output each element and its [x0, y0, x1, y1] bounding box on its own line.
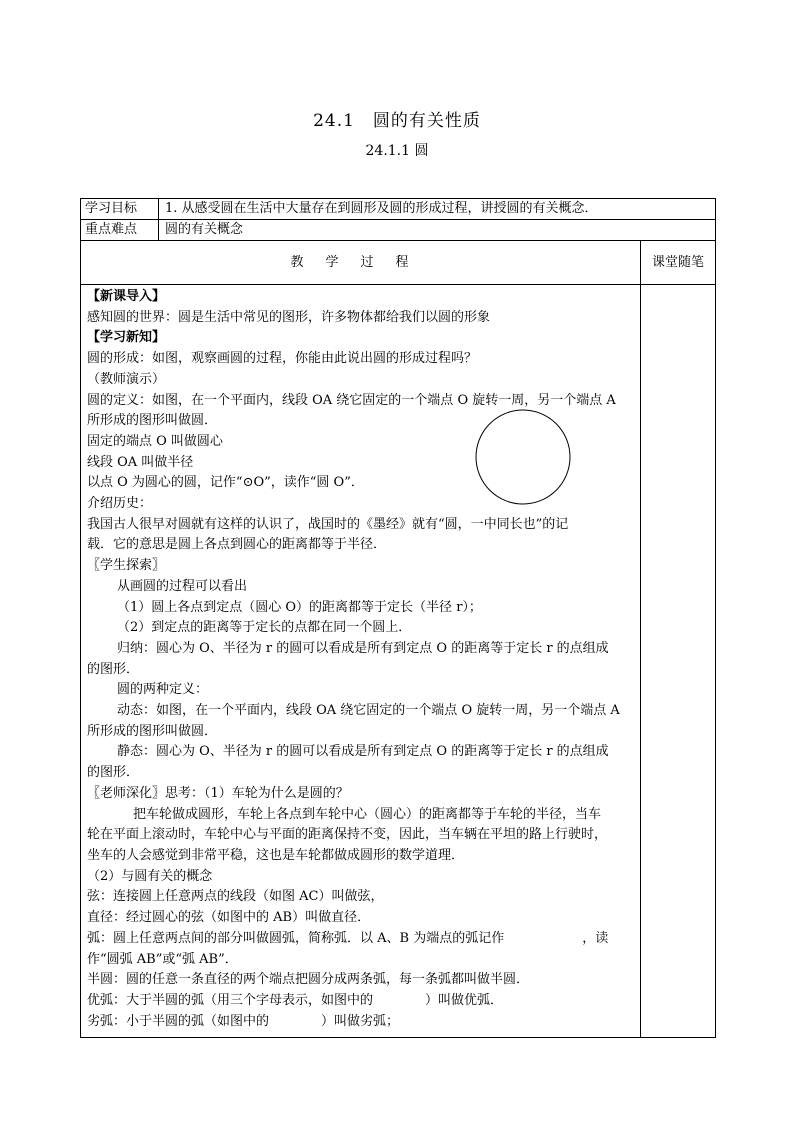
text-line: 以点 O 为圆心的圆，记作“⊙O”，读作“圆 O”．	[87, 475, 364, 491]
process-header-row	[81, 241, 715, 285]
text-line: 线段 OA 叫做半径	[87, 454, 194, 470]
goal-row	[81, 199, 715, 220]
text-line: 的图形．	[87, 765, 140, 781]
minor-arc-start: 劣弧：小于半圆的弧（如图中的	[87, 1013, 270, 1029]
process-body-row	[81, 285, 715, 1037]
text-line	[87, 991, 636, 1012]
text-line: 直径：经过圆心的弦（如图中的 AB）叫做直径．	[87, 910, 371, 926]
title-text: 圆的有关性质	[372, 111, 481, 131]
lesson-table	[80, 198, 716, 1038]
text-line: 坐车的人会感觉到非常平稳，这也是车轮都做成圆形的数学道理．	[87, 847, 465, 863]
text-line: 圆的定义：如图，在一个平面内，线段 OA 绕它固定的一个端点 O 旋转一周，另一个端点 A	[87, 392, 616, 408]
text-line: 载．它的意思是圆上各点到圆心的距离都等于半径．	[87, 537, 387, 553]
major-arc-end: ）叫做优弧．	[425, 992, 504, 1008]
minor-arc-end: ）叫做劣弧；	[321, 1013, 400, 1029]
text-line: 圆的形成：如图，观察画圆的过程，你能由此说出圆的形成过程吗？	[87, 351, 478, 367]
arc-line-start: 弧：圆上任意两点间的部分叫做圆弧，简称弧．以 A、B 为端点的弧记作	[87, 930, 505, 946]
text-line: （2）到定点的距离等于定长的点都在同一个圆上．	[117, 620, 412, 636]
text-line: 静态：圆心为 O、半径为 r 的圆可以看成是所有到定点 O 的距离等于定长 r 的点组成	[117, 744, 609, 760]
circle-figure	[475, 409, 571, 505]
text-line: （2）与圆有关的概念	[87, 868, 213, 884]
text-line: 我国古人很早对圆就有这样的认识了，战国时的《墨经》就有“圆，一中同长也”的记	[87, 516, 569, 532]
title-number: 24.1	[313, 111, 355, 131]
text-line	[87, 1012, 636, 1033]
key-label: 重点难点	[81, 220, 159, 240]
section-new: 【学习新知】	[87, 330, 166, 346]
goal-value: 1. 从感受圆在生活中大量存在到圆形及圆的形成过程，讲授圆的有关概念．	[165, 201, 598, 216]
text-line: 介绍历史：	[87, 496, 153, 512]
text-line: 弦：连接圆上任意两点的线段（如图 AC）叫做弦，	[87, 889, 384, 905]
key-value: 圆的有关概念	[165, 222, 244, 237]
goal-label: 学习目标	[81, 199, 159, 219]
notes-header: 课堂随笔	[651, 255, 704, 270]
process-content	[81, 285, 641, 1037]
text-line: 圆的两种定义：	[117, 682, 209, 698]
text-line: 动态：如图，在一个平面内，线段 OA 绕它固定的一个端点 O 旋转一周，另一个端点 A	[117, 703, 620, 719]
text-line: 感知圆的世界：圆是生活中常见的图形，许多物体都给我们以圆的形象	[87, 309, 491, 325]
page-subtitle: 24.1.1 圆	[365, 143, 429, 159]
section-intro: 【新课导入】	[87, 289, 166, 304]
section-deepen: 〖老师深化〗思考：（1）车轮为什么是圆的？	[87, 785, 349, 801]
text-line: 半圆：圆的任意一条直径的两个端点把圆分成两条弧，每一条弧都叫做半圆．	[87, 972, 530, 988]
text-line: 作“圆弧 AB”或“弧 AB”．	[87, 951, 238, 967]
text-line: （1）圆上各点到定点（圆心 O）的距离都等于定长（半径 r）；	[117, 599, 482, 615]
text-line: 的图形．	[87, 661, 140, 677]
major-arc-start: 优弧：大于半圆的弧（用三个字母表示，如图中的	[87, 992, 374, 1008]
arc-line-end: ，读	[582, 930, 609, 946]
notes-column	[641, 285, 715, 1037]
process-header: 教学过程	[81, 241, 641, 284]
section-explore: 〖学生探索〗	[87, 558, 166, 574]
text-line	[87, 929, 636, 950]
text-line: 从画圆的过程可以看出	[117, 578, 248, 594]
key-row	[81, 220, 715, 241]
text-line: 把车轮做成圆形，车轮上各点到车轮中心（圆心）的距离都等于车轮的半径，当车	[133, 806, 602, 822]
text-line: 轮在平面上滚动时，车轮中心与平面的距离保持不变，因此，当车辆在平坦的路上行驶时，	[87, 827, 608, 843]
text-line: （教师演示）	[87, 371, 166, 387]
text-line: 归纳：圆心为 O、半径为 r 的圆可以看成是所有到定点 O 的距离等于定长 r 的点组成	[117, 640, 609, 656]
text-line: 固定的端点 O 叫做圆心	[87, 433, 223, 449]
text-line: 所形成的图形叫做圆．	[87, 413, 218, 429]
text-line: 所形成的图形叫做圆．	[87, 723, 218, 739]
page-title	[0, 106, 794, 131]
